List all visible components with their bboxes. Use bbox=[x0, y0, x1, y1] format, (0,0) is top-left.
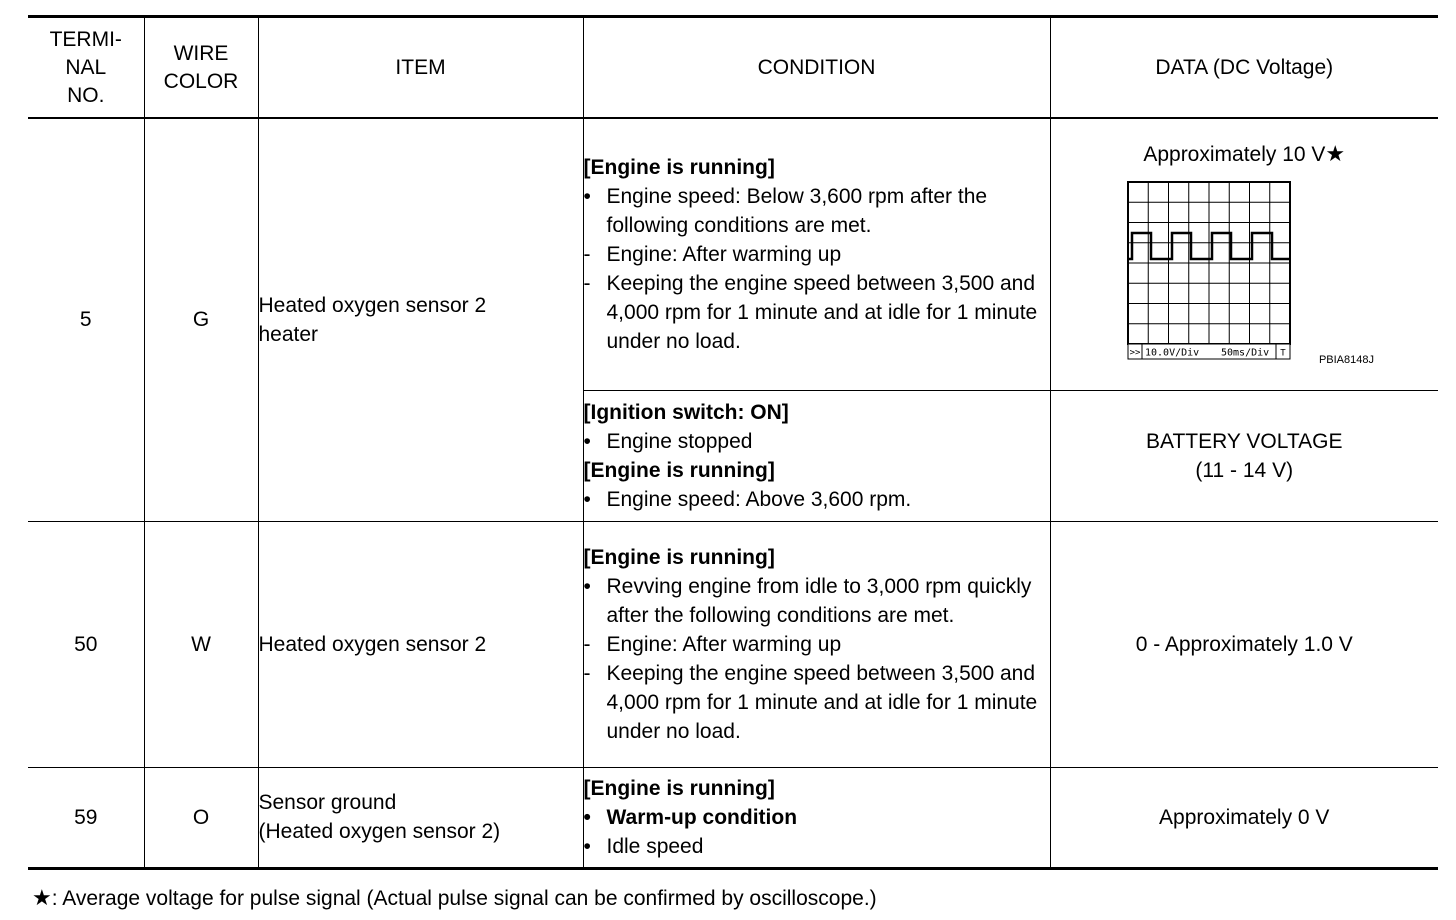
header-wire-line: COLOR bbox=[163, 69, 239, 93]
terminal-spec-table bbox=[28, 15, 1438, 870]
condition-heading: [Engine is running] bbox=[583, 545, 775, 569]
scope-prefix: >> bbox=[1129, 348, 1140, 359]
terminal-number: 59 bbox=[28, 767, 144, 868]
condition-cell bbox=[583, 118, 1050, 390]
condition-dash: - Keeping the engine speed between 3,500 and 4,000 rpm for 1 minute and at idle for 1 minute under no load. bbox=[583, 271, 1038, 353]
table-header-row bbox=[28, 17, 1438, 119]
item-line: Sensor ground bbox=[258, 791, 397, 814]
scope-value: Approximately 10 V★ bbox=[1143, 141, 1346, 167]
condition-cell bbox=[583, 521, 1050, 767]
scope-time-div: 50ms/Div bbox=[1220, 347, 1269, 359]
footnote bbox=[32, 884, 877, 913]
condition-bullet: • Revving engine from idle to 3,000 rpm quickly after the following conditions are met. bbox=[583, 574, 1032, 627]
condition-cell bbox=[583, 390, 1050, 521]
item-cell bbox=[258, 767, 583, 868]
table-row bbox=[28, 118, 1438, 390]
scope-volt-div: 10.0V/Div bbox=[1144, 347, 1199, 359]
data-line: (11 - 14 V) bbox=[1195, 458, 1294, 482]
data-cell bbox=[1050, 521, 1438, 767]
wire-color: O bbox=[144, 767, 258, 868]
condition-dash: - Keeping the engine speed between 3,500 and 4,000 rpm for 1 minute and at idle for 1 minute under no load. bbox=[583, 661, 1038, 743]
data-cell bbox=[1050, 118, 1438, 390]
oscilloscope-figure bbox=[1051, 129, 1439, 379]
terminal-number: 50 bbox=[28, 521, 144, 767]
condition-bullet: • Idle speed bbox=[583, 834, 704, 858]
wire-color: G bbox=[144, 118, 258, 521]
header-terminal-line: NAL bbox=[65, 55, 107, 79]
condition-bullet: • Warm-up condition bbox=[583, 805, 798, 829]
condition-heading: [Engine is running] bbox=[583, 776, 775, 800]
condition-bullet: • Engine stopped bbox=[583, 429, 753, 453]
header-wire-color bbox=[144, 17, 258, 119]
condition-dash: - Engine: After warming up bbox=[583, 242, 842, 266]
data-line: Approximately 0 V bbox=[1159, 805, 1330, 829]
header-data: DATA (DC Voltage) bbox=[1050, 17, 1438, 119]
image-code: PBIA8148J bbox=[1318, 354, 1374, 367]
condition-heading: [Ignition switch: ON] bbox=[583, 400, 789, 424]
item-line: Heated oxygen sensor 2 bbox=[258, 293, 487, 317]
terminal-number: 5 bbox=[28, 118, 144, 521]
condition-heading: [Engine is running] bbox=[583, 458, 775, 482]
table-row bbox=[28, 521, 1438, 767]
header-item: ITEM bbox=[258, 17, 583, 119]
item-cell bbox=[258, 118, 583, 521]
header-wire-line: WIRE bbox=[173, 41, 229, 65]
data-cell bbox=[1050, 390, 1438, 521]
scope-trigger: T bbox=[1279, 348, 1286, 359]
condition-cell bbox=[583, 767, 1050, 868]
condition-bullet: • Engine speed: Below 3,600 rpm after the following conditions are met. bbox=[583, 184, 988, 237]
header-terminal-line: TERMI- bbox=[49, 27, 122, 51]
header-terminal-no bbox=[28, 17, 144, 119]
header-condition: CONDITION bbox=[583, 17, 1050, 119]
item-line: Heated oxygen sensor 2 bbox=[258, 632, 487, 656]
condition-dash: - Engine: After warming up bbox=[583, 632, 842, 656]
data-cell bbox=[1050, 767, 1438, 868]
item-line: heater bbox=[258, 322, 319, 346]
header-terminal-line: NO. bbox=[67, 83, 105, 107]
oscilloscope-waveform bbox=[1127, 181, 1293, 361]
item-line: (Heated oxygen sensor 2) bbox=[258, 820, 501, 843]
item-cell bbox=[258, 521, 583, 767]
star-icon: ★ bbox=[1325, 141, 1346, 167]
data-line: BATTERY VOLTAGE bbox=[1146, 429, 1343, 453]
table-row bbox=[28, 767, 1438, 868]
condition-heading: [Engine is running] bbox=[583, 155, 775, 179]
wire-color: W bbox=[144, 521, 258, 767]
star-icon: ★ bbox=[32, 885, 52, 910]
data-line: 0 - Approximately 1.0 V bbox=[1135, 632, 1353, 656]
footnote-text: : Average voltage for pulse signal (Actual pulse signal can be confirmed by oscilloscope.) bbox=[51, 887, 877, 910]
condition-bullet: • Engine speed: Above 3,600 rpm. bbox=[583, 487, 912, 511]
